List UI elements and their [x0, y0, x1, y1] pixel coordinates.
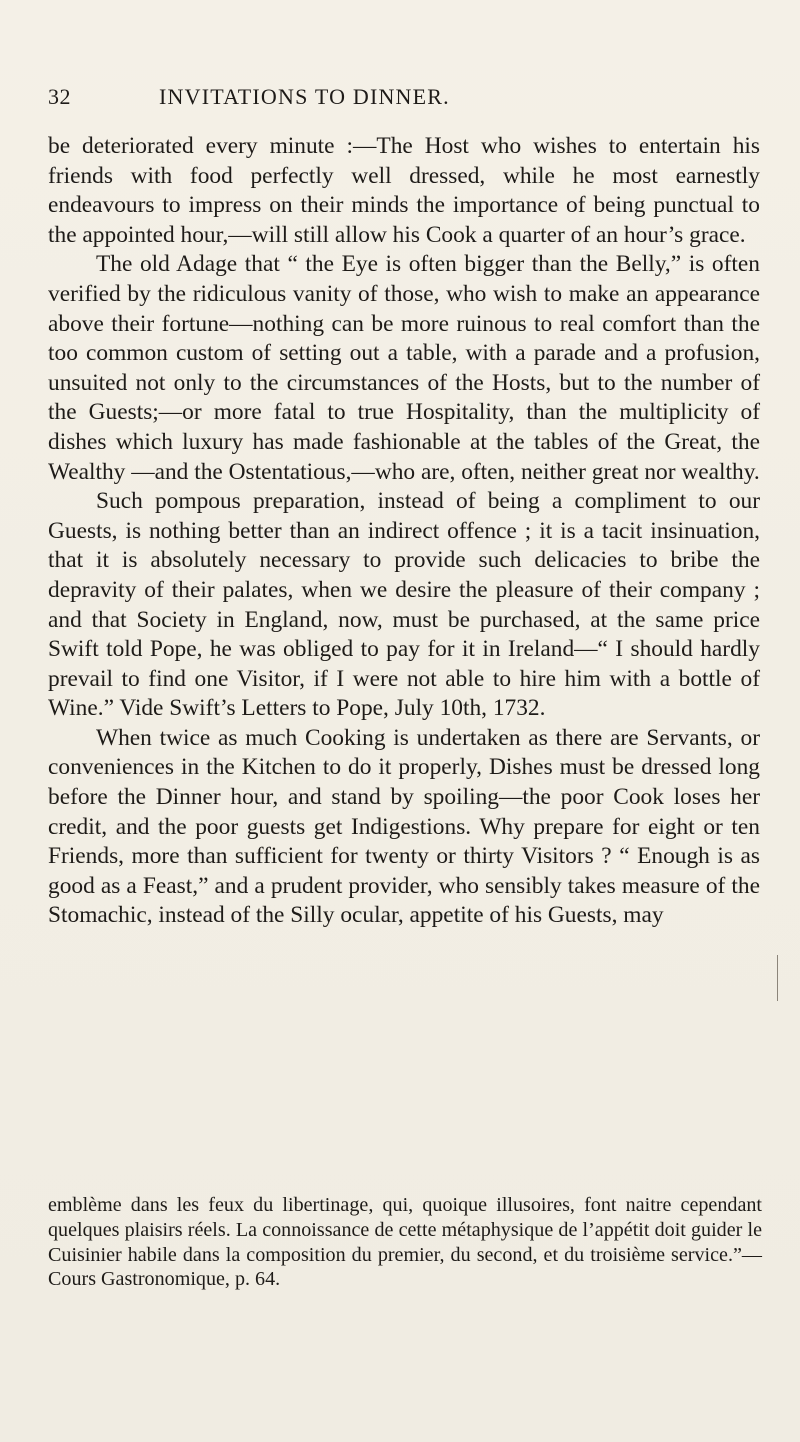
paragraph-twice-cooking: When twice as much Cooking is undertaken as there are Servants, or conveniences in the Kitchen to do it properly, Dishes must be dressed long before the Dinner hour, and stand by spoiling—the poor Cook loses her credit, and the poor guests get Indigestions. Why prepare for eight or ten Friends, more than sufficient for twenty or thirty Visitors ? “ Enough is as good as a Feast,” and a prudent provider, who sensibly takes measure of the Stomachic, instead of the Silly ocular, appetite of his Guests, may	[48, 724, 760, 929]
body-text	[48, 132, 760, 931]
paragraph-adage: The old Adage that “ the Eye is often bigger than the Belly,” is often verified by the ridiculous vanity of those, who wish to make an appearance above their fortune—nothing can be more ruinous to real comfort than the too common custom of setting out a table, with a parade and a profusion, unsuited not only to the circumstances of the Hosts, but to the number of the Guests;—or more fatal to true Hospitality, than the multiplicity of dishes which luxury has made fashionable at the tables of the Great, the Wealthy —and the Ostentatious,—who are, often, neither great nor wealthy.	[48, 251, 760, 485]
page-number: 32	[48, 84, 71, 109]
running-head	[48, 84, 760, 114]
running-title: INVITATIONS TO DINNER.	[159, 84, 450, 109]
paragraph-pompous-preparation: Such pompous preparation, instead of being a compliment to our Guests, is nothing better than an indirect offence ; it is a tacit insinuation, that it is absolutely necessary to provide such delicacies to bribe the depravity of their palates, when we desire the pleasure of their company ; and that Society in England, now, must be purchased, at the same price Swift told Pope, he was obliged to pay for it in Ireland—“ I should hardly prevail to find one Visitor, if I were not able to hire him with a bottle of Wine.” Vide Swift’s Letters to Pope, July 10th, 1732.	[48, 488, 760, 722]
paragraph-continued: be deteriorated every minute :—The Host who wishes to entertain his friends with food perfectly well dressed, while he most earnestly endeavours to impress on their minds the importance of being punctual to the appointed hour,—will still allow his Cook a quarter of an hour’s grace.	[48, 133, 760, 248]
margin-line-mark	[777, 955, 778, 1001]
footnote: emblème dans les feux du libertinage, qui, quoique illusoires, font naitre cependant quelques plaisirs réels. La connoissance de cette métaphysique de l’appétit doit guider le Cuisinier habile dans la composition du premier, du second, et du troisième service.”— Cours Gastronomique, p. 64.	[48, 1194, 762, 1291]
